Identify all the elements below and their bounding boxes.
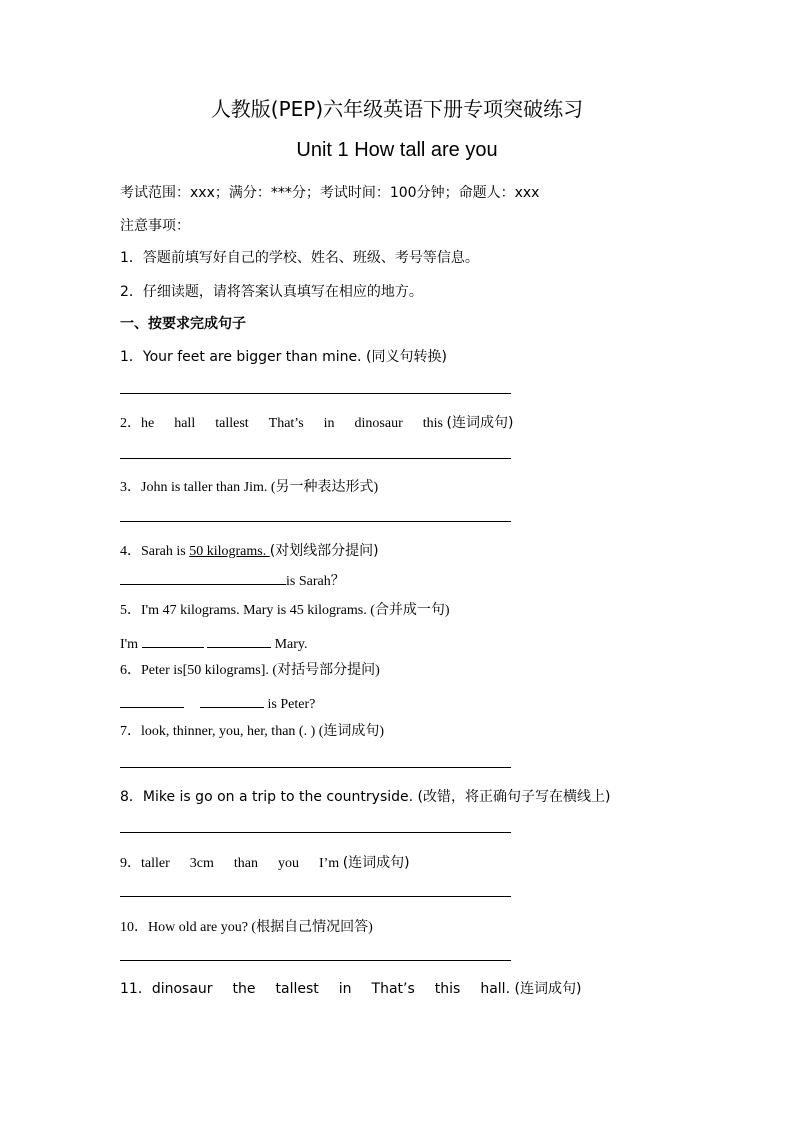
answer-row-6: [120, 693, 315, 713]
scrambled-word: dinosaur: [354, 416, 403, 431]
answer-suffix: is Sarah？: [286, 574, 345, 589]
answer-blank[interactable]: [207, 633, 271, 648]
question-1: 1．Your feet are bigger than mine. (同义句转换): [120, 349, 447, 365]
question-4: [120, 540, 379, 560]
question-9: [120, 852, 410, 872]
question-prefix: 4．Sarah is: [120, 544, 190, 559]
answer-line-7[interactable]: [120, 767, 511, 768]
scrambled-word: in: [338, 981, 352, 997]
scrambled-word: the: [232, 981, 256, 997]
question-6: 6．Peter is[50 kilograms]. (对括号部分提问): [120, 663, 380, 678]
question-instruction: (连词成句): [342, 855, 410, 871]
page-subtitle: Unit 1 How tall are you: [296, 139, 498, 161]
scrambled-word: in: [323, 416, 335, 431]
scrambled-word: hall.: [480, 981, 511, 997]
answer-line-9[interactable]: [120, 896, 511, 897]
scrambled-word: That’s: [371, 981, 415, 997]
scrambled-word: That’s: [268, 416, 304, 431]
question-11: [120, 978, 581, 998]
question-number: 9．: [120, 856, 141, 871]
scrambled-word: taller: [141, 856, 170, 871]
notice-item: 2．仔细读题，请将答案认真填写在相应的地方。: [120, 284, 423, 300]
notice-item: 1．答题前填写好自己的学校、姓名、班级、考号等信息。: [120, 250, 479, 266]
question-10: 10．How old are you? (根据自己情况回答): [120, 920, 373, 935]
answer-blank[interactable]: [120, 693, 184, 708]
question-instruction: (对划线部分提问): [269, 543, 379, 559]
scrambled-word: 3cm: [189, 856, 214, 871]
question-instruction: (连词成句): [446, 415, 514, 431]
notice-heading: 注意事项：: [120, 218, 190, 234]
scrambled-word: tallest: [275, 981, 319, 997]
answer-prefix: I'm: [120, 637, 139, 652]
question-instruction: (连词成句): [514, 981, 582, 997]
section-heading: 一、按要求完成句子: [120, 316, 246, 332]
answer-line-10[interactable]: [120, 960, 511, 961]
scrambled-word: this: [434, 981, 461, 997]
exam-info: 考试范围：xxx；满分：***分；考试时间：100分钟；命题人：xxx: [120, 185, 540, 201]
question-8: 8．Mike is go on a trip to the countryside. (改错，将正确句子写在横线上): [120, 789, 611, 805]
question-3: 3．John is taller than Jim. (另一种表达形式): [120, 480, 379, 495]
scrambled-word: dinosaur: [151, 981, 213, 997]
question-number: 11．: [120, 981, 152, 997]
scrambled-word: this: [422, 416, 443, 431]
answer-suffix: is Peter?: [267, 697, 316, 712]
answer-row-5: [120, 633, 308, 653]
scrambled-word: than: [233, 856, 258, 871]
answer-line-2[interactable]: [120, 458, 511, 459]
answer-row-4: [120, 570, 345, 590]
answer-line-3[interactable]: [120, 521, 511, 522]
answer-blank[interactable]: [200, 693, 264, 708]
scrambled-word: I’m: [318, 856, 340, 871]
page-title: 人教版(PEP)六年级英语下册专项突破练习: [210, 97, 584, 121]
scrambled-word: hall: [174, 416, 196, 431]
question-7: 7．look, thinner, you, her, than (. ) (连词成句): [120, 724, 385, 739]
answer-line-8[interactable]: [120, 832, 511, 833]
question-2: [120, 412, 513, 432]
answer-line-1[interactable]: [120, 393, 511, 394]
question-number: 2．: [120, 416, 141, 431]
underlined-part: 50 kilograms.: [189, 544, 270, 559]
scrambled-word: he: [141, 416, 155, 431]
answer-suffix: Mary.: [274, 637, 308, 652]
scrambled-word: tallest: [215, 416, 249, 431]
scrambled-word: you: [277, 856, 299, 871]
answer-blank[interactable]: [120, 570, 286, 585]
answer-blank[interactable]: [142, 633, 204, 648]
question-5: 5．I'm 47 kilograms. Mary is 45 kilograms. (合并成一句): [120, 603, 450, 618]
